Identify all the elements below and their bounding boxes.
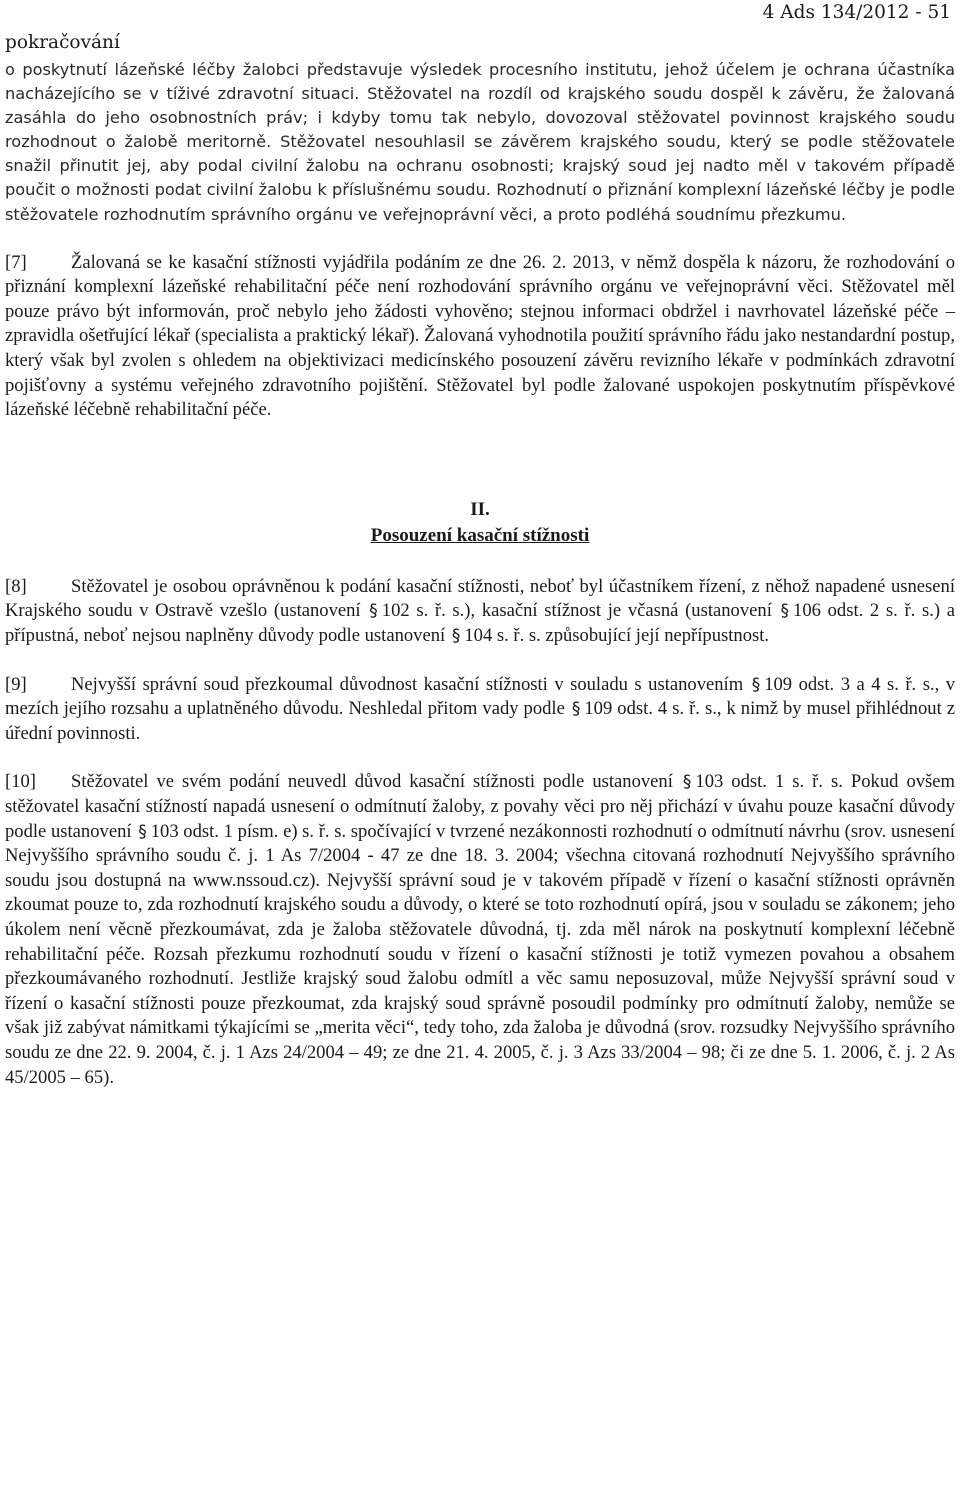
paragraph-text: 103 odst. 1 s. ř. s. Pokud ovšem stěžovatel kasační stížností napadá usnesení o odmítnutí žaloby, z povahy věci pro něj přichází v úvahu pouze kasační důvody podle ustanovení (5, 771, 955, 842)
paragraph-8 (5, 575, 955, 649)
paragraph-text: Stěžovatel je osobou oprávněnou k podání kasační stížnosti, neboť byl účastníkem řízení, z něhož napadené usnesení Krajského soudu v Ostravě vzešlo (ustanovení (5, 575, 955, 622)
paragraph-7 (5, 251, 955, 423)
paragraph-text: 106 odst. 2 s. ř. s.) a přípustná, neboť nejsou naplněny důvody podle ustanovení (5, 600, 955, 646)
paragraph-text: Nejvyšší správní soud přezkoumal důvodnost kasační stížnosti v souladu s ustanovením (71, 673, 744, 695)
section-sign-icon: § (451, 626, 461, 646)
paragraph-number: [8] (5, 575, 27, 597)
section-sign-icon: § (682, 772, 692, 793)
paragraph-9 (5, 673, 955, 747)
section-sign-icon: § (751, 674, 761, 695)
continuation-label: pokračování (5, 32, 120, 53)
section-numeral: II. (470, 498, 490, 520)
paragraph-number: [10] (5, 771, 36, 793)
paragraph-number: [9] (5, 673, 27, 695)
paragraph-text: 109 odst. 4 s. ř. s., k nimž by musel přihlédnout z úřední povinnosti. (5, 698, 956, 744)
paragraph-10 (5, 770, 955, 1090)
spacer (5, 649, 955, 673)
section-title: Posouzení kasační stížnosti (370, 524, 590, 546)
spacer (5, 549, 955, 575)
section-sign-icon: § (369, 601, 378, 622)
section-sign-icon: § (780, 601, 790, 622)
section-sign-icon: § (571, 699, 581, 720)
paragraph-number: [7] (5, 251, 27, 273)
paragraph-text: 103 odst. 1 písm. e) s. ř. s. spočívající v tvrzené nezákonnosti rozhodnutí o odmítnutí návrhu (srov. usnesení Nejvyššího správního soudu č. j. 1 As 7/2004 - 47 ze dne 18. 3. 2004; všechna citovaná rozhodnutí Nejvyššího správního soudu jsou dostupná na www.nssoud.cz). Nejvyšší správní soud je v takovém případě v řízení o kasační stížnosti oprávněn zkoumat pouze to, zda rozhodnutí krajského soudu a důvody, o které se toto rozhodnutí opírá, jsou v souladu se zákonem; jeho úkolem není věcně přezkoumávat, zda je žaloba stěžovatele důvodná, tj. zda měl nárok na poskytnutí komplexní léčebně rehabilitační péče. Rozsah přezkumu rozhodnutí soudu v řízení o kasační stížnosti je totiž vymezen povahou a obsahem přezkoumávaného rozhodnutí. Jestliže krajský soud žalobu odmítl a věc samu neposuzoval, může Nejvyšší správní soud v řízení o kasační stížnosti pouze přezkoumat, zda krajský soud správně posoudil podmínky pro odmítnutí žaloby, nemůže se však již zabývat námitkami týkajícími se „merita věci“, tedy toho, zda žaloba je důvodná (srov. rozsudky Nejvyššího správního soudu ze dne 22. 9. 2004, č. j. 1 Azs 24/2004 – 49; ze dne 21. 4. 2005, č. j. 3 Azs 33/2004 – 98; či ze dne 5. 1. 2006, č. j. 2 As 45/2005 – 65). (5, 820, 956, 1088)
paragraph-text: 109 odst. 3 a 4 s. ř. s., v mezích jejího rozsahu a uplatněného důvodu. Neshledal přitom vady podle (5, 673, 956, 720)
case-number: 4 Ads 134/2012 - 51 (762, 2, 951, 23)
spacer (5, 423, 955, 497)
paragraph-text: 102 s. ř. s.), kasační stížnost je včasná (ustanovení (381, 600, 772, 622)
paragraph-text: Žalovaná se ke kasační stížnosti vyjádřila podáním ze dne 26. 2. 2013, v němž dospěla k názoru, že rozhodování o přiznání komplexní lázeňské rehabilitační péče není rozhodování správního orgánu ve veřejnoprávní věci. Stěžovatel měl pouze právo být informován, proč nebylo jeho žádosti vyhověno; stejnou informaci obdržel i navrhovatel lázeňské péče – zpravidla ošetřující lékař (specialista a praktický lékař). Žalovaná vyhodnotila použití správního řádu jako nestandardní postup, který však byl zvolen s ohledem na objektivizaci medicínského posouzení závěru revizního lékaře v podmínkách zdravotní pojišťovny a systému veřejného zdravotního pojištění. Stěžovatel byl podle žalované uspokojen poskytnutím příspěvkové lázeňské léčebně rehabilitační péče. (5, 251, 955, 421)
spacer (5, 227, 955, 251)
paragraph-text: 104 s. ř. s. způsobující její nepřípustnost. (464, 625, 770, 646)
section-sign-icon: § (138, 821, 147, 842)
spacer (5, 746, 955, 770)
document-page (5, 0, 955, 1090)
page-header (5, 0, 955, 58)
intro-paragraph: o poskytnutí lázeňské léčby žalobci představuje výsledek procesního institutu, jehož účelem je ochrana účastníka nacházejícího se v tíživé zdravotní situaci. Stěžovatel na rozdíl od krajského soudu dospěl k závěru, že žalovaná zasáhla do jeho osobnostních práv; i kdyby tomu tak nebylo, dovozoval stěžovatel povinnost krajského soudu rozhodnout o žalobě meritorně. Stěžovatel nesouhlasil se závěrem krajského soudu, který se podle stěžovatele snažil přinutit jej, aby podal civilní žalobu na ochranu osobnosti; krajský soud jej nadto měl v takovém případě poučit o možnosti podat civilní žalobu k příslušnému soudu. Rozhodnutí o přiznání komplexní lázeňské léčby je podle stěžovatele rozhodnutím správního orgánu ve veřejnoprávní věci, a proto podléhá soudnímu přezkumu. (5, 60, 955, 224)
paragraph-text: Stěžovatel ve svém podání neuvedl důvod kasační stížnosti podle ustanovení (71, 771, 673, 793)
